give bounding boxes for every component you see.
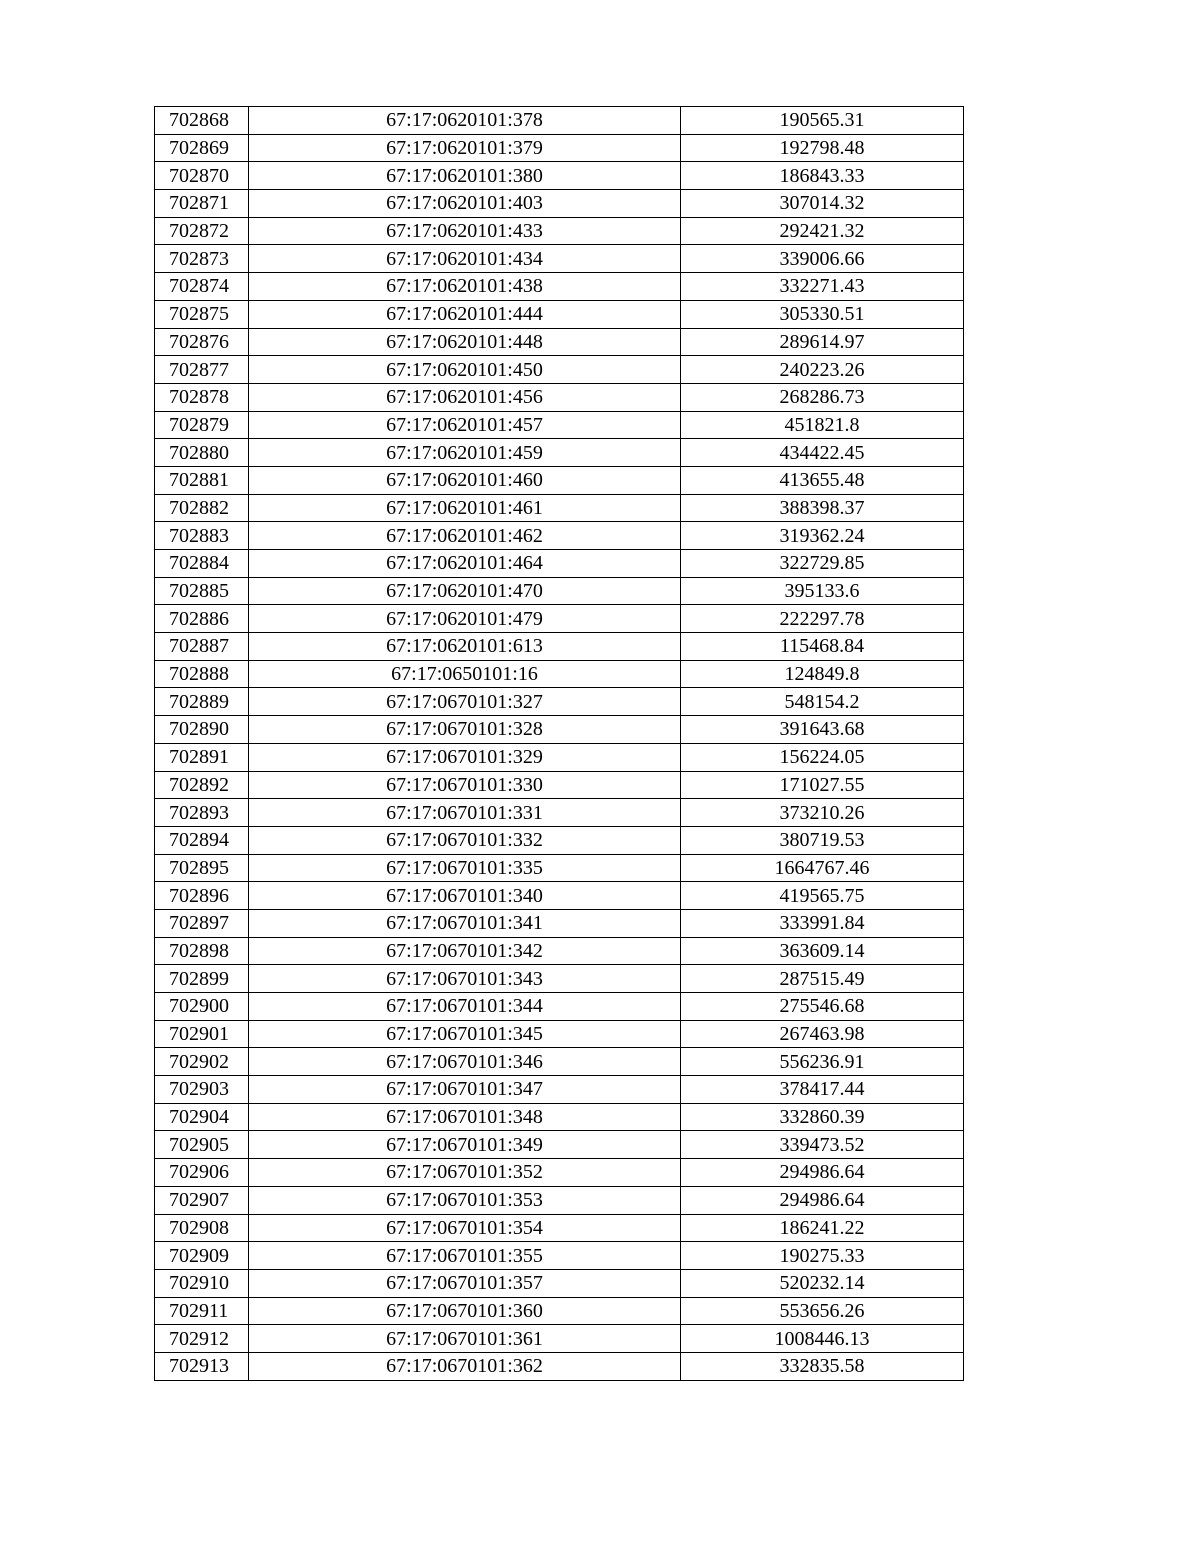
table-row xyxy=(155,716,964,744)
table-row xyxy=(155,1048,964,1076)
table-row xyxy=(155,1242,964,1270)
cadastral-number-cell: 67:17:0670101:344 xyxy=(249,993,681,1021)
table-row xyxy=(155,328,964,356)
row-number-cell: 702907 xyxy=(155,1186,249,1214)
row-number-cell: 702881 xyxy=(155,466,249,494)
row-number-cell: 702912 xyxy=(155,1325,249,1353)
table-row xyxy=(155,882,964,910)
table-row xyxy=(155,771,964,799)
table-body xyxy=(155,107,964,1381)
cadastral-value-cell: 307014.32 xyxy=(681,190,964,218)
table-row xyxy=(155,1103,964,1131)
row-number-cell: 702874 xyxy=(155,273,249,301)
cadastral-value-cell: 548154.2 xyxy=(681,688,964,716)
table-row xyxy=(155,799,964,827)
cadastral-number-cell: 67:17:0620101:464 xyxy=(249,550,681,578)
cadastral-value-cell: 451821.8 xyxy=(681,411,964,439)
cadastral-number-cell: 67:17:0620101:456 xyxy=(249,383,681,411)
table-row xyxy=(155,273,964,301)
table-row xyxy=(155,1159,964,1187)
row-number-cell: 702905 xyxy=(155,1131,249,1159)
cadastral-number-cell: 67:17:0620101:461 xyxy=(249,494,681,522)
cadastral-number-cell: 67:17:0620101:448 xyxy=(249,328,681,356)
table-row xyxy=(155,162,964,190)
cadastral-number-cell: 67:17:0670101:328 xyxy=(249,716,681,744)
table-row xyxy=(155,217,964,245)
cadastral-value-cell: 275546.68 xyxy=(681,993,964,1021)
cadastral-number-cell: 67:17:0670101:342 xyxy=(249,937,681,965)
cadastral-number-cell: 67:17:0670101:346 xyxy=(249,1048,681,1076)
cadastral-number-cell: 67:17:0620101:433 xyxy=(249,217,681,245)
row-number-cell: 702887 xyxy=(155,633,249,661)
row-number-cell: 702889 xyxy=(155,688,249,716)
table-row xyxy=(155,688,964,716)
table-row xyxy=(155,909,964,937)
cadastral-value-cell: 332835.58 xyxy=(681,1352,964,1380)
cadastral-value-cell: 413655.48 xyxy=(681,466,964,494)
row-number-cell: 702873 xyxy=(155,245,249,273)
row-number-cell: 702893 xyxy=(155,799,249,827)
cadastral-number-cell: 67:17:0620101:613 xyxy=(249,633,681,661)
cadastral-number-cell: 67:17:0670101:343 xyxy=(249,965,681,993)
cadastral-value-cell: 1664767.46 xyxy=(681,854,964,882)
cadastral-value-cell: 363609.14 xyxy=(681,937,964,965)
cadastral-value-cell: 294986.64 xyxy=(681,1159,964,1187)
row-number-cell: 702896 xyxy=(155,882,249,910)
table-row xyxy=(155,1076,964,1104)
cadastral-number-cell: 67:17:0670101:361 xyxy=(249,1325,681,1353)
row-number-cell: 702879 xyxy=(155,411,249,439)
cadastral-number-cell: 67:17:0670101:349 xyxy=(249,1131,681,1159)
cadastral-number-cell: 67:17:0620101:450 xyxy=(249,356,681,384)
cadastral-value-cell: 339006.66 xyxy=(681,245,964,273)
table-row xyxy=(155,1269,964,1297)
table-row xyxy=(155,190,964,218)
cadastral-number-cell: 67:17:0620101:379 xyxy=(249,134,681,162)
row-number-cell: 702868 xyxy=(155,107,249,135)
cadastral-value-cell: 332860.39 xyxy=(681,1103,964,1131)
cadastral-value-cell: 294986.64 xyxy=(681,1186,964,1214)
cadastral-value-cell: 268286.73 xyxy=(681,383,964,411)
row-number-cell: 702901 xyxy=(155,1020,249,1048)
table-row xyxy=(155,466,964,494)
row-number-cell: 702888 xyxy=(155,660,249,688)
cadastral-number-cell: 67:17:0620101:470 xyxy=(249,577,681,605)
cadastral-number-cell: 67:17:0670101:340 xyxy=(249,882,681,910)
cadastral-value-cell: 322729.85 xyxy=(681,550,964,578)
table-row xyxy=(155,356,964,384)
table-row xyxy=(155,1214,964,1242)
cadastral-value-cell: 190275.33 xyxy=(681,1242,964,1270)
cadastral-number-cell: 67:17:0620101:403 xyxy=(249,190,681,218)
row-number-cell: 702880 xyxy=(155,439,249,467)
cadastral-value-cell: 124849.8 xyxy=(681,660,964,688)
table-row xyxy=(155,1352,964,1380)
cadastral-number-cell: 67:17:0620101:378 xyxy=(249,107,681,135)
cadastral-value-cell: 305330.51 xyxy=(681,300,964,328)
cadastral-value-cell: 373210.26 xyxy=(681,799,964,827)
row-number-cell: 702875 xyxy=(155,300,249,328)
row-number-cell: 702904 xyxy=(155,1103,249,1131)
table-row xyxy=(155,494,964,522)
row-number-cell: 702878 xyxy=(155,383,249,411)
row-number-cell: 702913 xyxy=(155,1352,249,1380)
row-number-cell: 702871 xyxy=(155,190,249,218)
cadastral-number-cell: 67:17:0670101:353 xyxy=(249,1186,681,1214)
table-row xyxy=(155,383,964,411)
row-number-cell: 702876 xyxy=(155,328,249,356)
cadastral-value-cell: 520232.14 xyxy=(681,1269,964,1297)
cadastral-number-cell: 67:17:0670101:332 xyxy=(249,826,681,854)
table-row xyxy=(155,854,964,882)
cadastral-value-cell: 332271.43 xyxy=(681,273,964,301)
cadastral-value-cell: 287515.49 xyxy=(681,965,964,993)
row-number-cell: 702910 xyxy=(155,1269,249,1297)
cadastral-value-cell: 240223.26 xyxy=(681,356,964,384)
cadastral-value-cell: 556236.91 xyxy=(681,1048,964,1076)
row-number-cell: 702869 xyxy=(155,134,249,162)
cadastral-value-cell: 186241.22 xyxy=(681,1214,964,1242)
table-row xyxy=(155,1131,964,1159)
cadastral-number-cell: 67:17:0670101:327 xyxy=(249,688,681,716)
cadastral-value-cell: 192798.48 xyxy=(681,134,964,162)
table-row xyxy=(155,605,964,633)
row-number-cell: 702891 xyxy=(155,743,249,771)
row-number-cell: 702882 xyxy=(155,494,249,522)
table-row xyxy=(155,1186,964,1214)
cadastral-number-cell: 67:17:0620101:434 xyxy=(249,245,681,273)
table-row xyxy=(155,245,964,273)
cadastral-value-cell: 339473.52 xyxy=(681,1131,964,1159)
cadastral-value-cell: 222297.78 xyxy=(681,605,964,633)
table-row xyxy=(155,300,964,328)
cadastral-number-cell: 67:17:0620101:460 xyxy=(249,466,681,494)
row-number-cell: 702906 xyxy=(155,1159,249,1187)
row-number-cell: 702894 xyxy=(155,826,249,854)
table-row xyxy=(155,1325,964,1353)
cadastral-number-cell: 67:17:0670101:341 xyxy=(249,909,681,937)
table-row xyxy=(155,107,964,135)
table-row xyxy=(155,550,964,578)
table-row xyxy=(155,577,964,605)
cadastral-number-cell: 67:17:0670101:330 xyxy=(249,771,681,799)
cadastral-value-cell: 1008446.13 xyxy=(681,1325,964,1353)
cadastral-value-cell: 171027.55 xyxy=(681,771,964,799)
cadastral-value-cell: 553656.26 xyxy=(681,1297,964,1325)
row-number-cell: 702900 xyxy=(155,993,249,1021)
row-number-cell: 702886 xyxy=(155,605,249,633)
cadastral-number-cell: 67:17:0620101:438 xyxy=(249,273,681,301)
cadastral-value-cell: 378417.44 xyxy=(681,1076,964,1104)
table-row xyxy=(155,826,964,854)
cadastral-number-cell: 67:17:0620101:459 xyxy=(249,439,681,467)
cadastral-number-cell: 67:17:0650101:16 xyxy=(249,660,681,688)
row-number-cell: 702899 xyxy=(155,965,249,993)
cadastral-number-cell: 67:17:0670101:335 xyxy=(249,854,681,882)
row-number-cell: 702903 xyxy=(155,1076,249,1104)
row-number-cell: 702870 xyxy=(155,162,249,190)
row-number-cell: 702892 xyxy=(155,771,249,799)
cadastral-number-cell: 67:17:0670101:329 xyxy=(249,743,681,771)
cadastral-value-table xyxy=(154,106,964,1381)
cadastral-number-cell: 67:17:0670101:354 xyxy=(249,1214,681,1242)
cadastral-value-cell: 156224.05 xyxy=(681,743,964,771)
cadastral-value-cell: 186843.33 xyxy=(681,162,964,190)
table-row xyxy=(155,1297,964,1325)
cadastral-number-cell: 67:17:0670101:355 xyxy=(249,1242,681,1270)
cadastral-number-cell: 67:17:0670101:331 xyxy=(249,799,681,827)
row-number-cell: 702902 xyxy=(155,1048,249,1076)
cadastral-number-cell: 67:17:0620101:479 xyxy=(249,605,681,633)
cadastral-value-cell: 333991.84 xyxy=(681,909,964,937)
table-row xyxy=(155,743,964,771)
table-row xyxy=(155,134,964,162)
cadastral-value-cell: 319362.24 xyxy=(681,522,964,550)
cadastral-value-cell: 115468.84 xyxy=(681,633,964,661)
row-number-cell: 702884 xyxy=(155,550,249,578)
cadastral-value-cell: 434422.45 xyxy=(681,439,964,467)
table-row xyxy=(155,660,964,688)
cadastral-number-cell: 67:17:0620101:462 xyxy=(249,522,681,550)
cadastral-number-cell: 67:17:0620101:444 xyxy=(249,300,681,328)
table-row xyxy=(155,522,964,550)
cadastral-number-cell: 67:17:0670101:362 xyxy=(249,1352,681,1380)
cadastral-number-cell: 67:17:0670101:357 xyxy=(249,1269,681,1297)
table-row xyxy=(155,965,964,993)
cadastral-value-cell: 267463.98 xyxy=(681,1020,964,1048)
table-row xyxy=(155,993,964,1021)
table-row xyxy=(155,439,964,467)
row-number-cell: 702909 xyxy=(155,1242,249,1270)
row-number-cell: 702897 xyxy=(155,909,249,937)
row-number-cell: 702883 xyxy=(155,522,249,550)
cadastral-value-cell: 395133.6 xyxy=(681,577,964,605)
cadastral-number-cell: 67:17:0670101:360 xyxy=(249,1297,681,1325)
cadastral-value-cell: 419565.75 xyxy=(681,882,964,910)
row-number-cell: 702908 xyxy=(155,1214,249,1242)
table-row xyxy=(155,1020,964,1048)
cadastral-value-cell: 388398.37 xyxy=(681,494,964,522)
cadastral-number-cell: 67:17:0670101:348 xyxy=(249,1103,681,1131)
cadastral-value-cell: 391643.68 xyxy=(681,716,964,744)
row-number-cell: 702885 xyxy=(155,577,249,605)
cadastral-number-cell: 67:17:0620101:380 xyxy=(249,162,681,190)
cadastral-value-cell: 380719.53 xyxy=(681,826,964,854)
cadastral-number-cell: 67:17:0670101:352 xyxy=(249,1159,681,1187)
table-row xyxy=(155,411,964,439)
cadastral-value-cell: 292421.32 xyxy=(681,217,964,245)
cadastral-number-cell: 67:17:0670101:347 xyxy=(249,1076,681,1104)
row-number-cell: 702895 xyxy=(155,854,249,882)
row-number-cell: 702911 xyxy=(155,1297,249,1325)
table-row xyxy=(155,633,964,661)
row-number-cell: 702898 xyxy=(155,937,249,965)
cadastral-value-cell: 190565.31 xyxy=(681,107,964,135)
row-number-cell: 702872 xyxy=(155,217,249,245)
row-number-cell: 702890 xyxy=(155,716,249,744)
row-number-cell: 702877 xyxy=(155,356,249,384)
cadastral-number-cell: 67:17:0670101:345 xyxy=(249,1020,681,1048)
cadastral-number-cell: 67:17:0620101:457 xyxy=(249,411,681,439)
table-row xyxy=(155,937,964,965)
cadastral-value-cell: 289614.97 xyxy=(681,328,964,356)
